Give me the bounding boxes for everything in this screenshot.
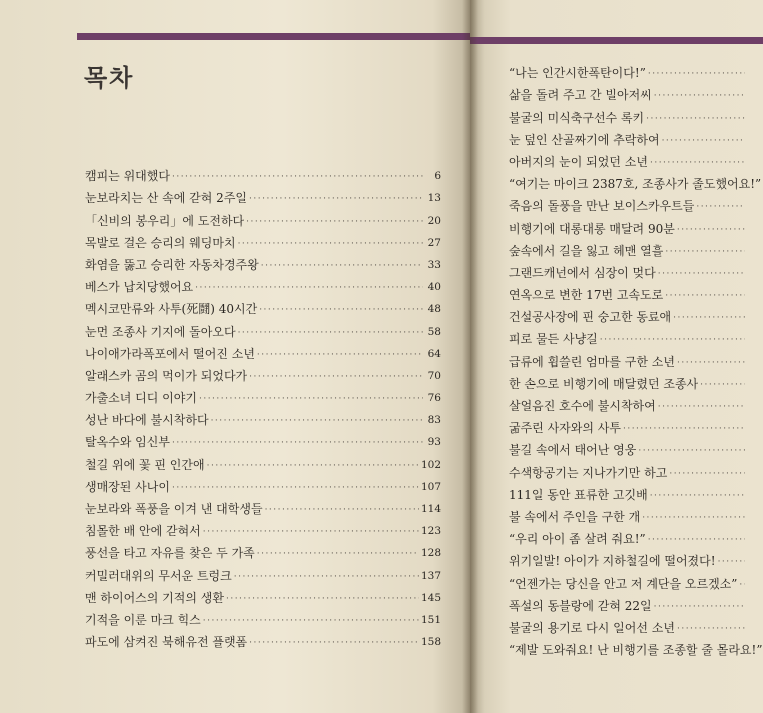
toc-entry xyxy=(509,102,763,124)
toc-entry xyxy=(509,169,763,191)
toc-entry xyxy=(509,258,763,280)
toc-entry xyxy=(85,583,441,605)
toc-entry-title: 기적을 이룬 마크 힉스 xyxy=(85,612,201,627)
toc-leader-dots xyxy=(246,216,423,228)
toc-entry xyxy=(509,191,763,213)
toc-entry-title: 철길 위에 꽃 핀 인간애 xyxy=(85,457,205,472)
toc-entry xyxy=(85,383,441,405)
toc-entry-title: 침몰한 배 안에 갇혀서 xyxy=(85,524,201,539)
toc-entry xyxy=(509,324,763,346)
toc-entry-title: 한 손으로 비행기에 매달렸던 조종사 xyxy=(509,376,699,391)
toc-entry xyxy=(85,294,441,316)
toc-entry xyxy=(509,58,763,80)
toc-entry xyxy=(509,546,763,568)
toc-entry-title: 베스가 납치당했어요 xyxy=(85,280,194,295)
toc-leader-dots xyxy=(257,548,419,560)
toc-leader-dots xyxy=(658,268,745,280)
toc-leader-dots xyxy=(669,468,745,480)
toc-leader-dots xyxy=(600,334,745,346)
toc-leader-dots xyxy=(658,401,745,413)
toc-leader-dots xyxy=(257,349,423,361)
toc-entry xyxy=(85,205,441,227)
toc-entry-title: 알래스카 곰의 먹이가 되었다가 xyxy=(85,368,248,383)
toc-entry xyxy=(85,183,441,205)
toc-leader-dots xyxy=(665,246,745,258)
toc-entry xyxy=(509,413,763,435)
toc-entry-page: 102 xyxy=(420,458,441,471)
toc-leader-dots xyxy=(172,437,423,449)
toc-leader-dots xyxy=(677,224,745,236)
toc-leader-dots xyxy=(642,512,745,524)
toc-entry-page: 114 xyxy=(420,503,441,515)
toc-entry-title: “언젠가는 당신을 안고 저 계단을 오르겠소” xyxy=(509,576,738,591)
toc-leader-dots xyxy=(623,423,745,435)
toc-leader-dots xyxy=(700,379,745,391)
toc-entry-title: 폭설의 동블랑에 갇혀 22일 xyxy=(509,598,652,613)
toc-entry xyxy=(509,591,763,613)
toc-leader-dots xyxy=(207,460,419,472)
toc-entry-title: 생매장된 사나이 xyxy=(85,479,170,494)
toc-leader-dots xyxy=(648,68,745,80)
toc-entry xyxy=(85,627,441,649)
toc-entry xyxy=(85,538,441,560)
toc-leader-dots xyxy=(249,371,423,383)
toc-entry-page: 107 xyxy=(420,480,441,493)
toc-leader-dots xyxy=(646,113,745,125)
toc-entry xyxy=(509,457,763,479)
toc-entry xyxy=(85,228,441,250)
toc-leader-dots xyxy=(226,593,419,605)
toc-entry-title: 성난 바다에 불시착하다 xyxy=(85,413,209,428)
toc-leader-dots xyxy=(696,201,745,213)
toc-leader-dots xyxy=(172,171,423,183)
toc-entry xyxy=(85,316,441,338)
toc-entry-title: 삶을 돌려 주고 간 빌아저씨 xyxy=(509,88,652,103)
toc-entry xyxy=(85,427,441,449)
toc-leader-dots xyxy=(648,534,745,546)
toc-entry xyxy=(509,435,763,457)
toc-entry xyxy=(509,524,763,546)
toc-entry xyxy=(85,250,441,272)
toc-leader-dots xyxy=(650,157,745,169)
toc-entry-page: 93 xyxy=(427,436,441,449)
toc-entry-title: 나이애가라폭포에서 떨어진 소년 xyxy=(85,346,255,361)
toc-entry-title: 연옥으로 변한 17번 고속도로 xyxy=(509,288,664,303)
toc-entry-title: 파도에 삼켜진 북해유전 플랫폼 xyxy=(85,635,248,650)
toc-entry-page: 13 xyxy=(427,192,441,205)
toc-entry-title: 그랜드캐넌에서 심장이 멎다 xyxy=(509,265,656,280)
toc-entry xyxy=(509,568,763,590)
toc-leader-dots xyxy=(238,238,423,250)
toc-entry xyxy=(509,613,763,635)
toc-entry xyxy=(85,161,441,183)
toc-entry-title: 살얼음진 호수에 불시착하여 xyxy=(509,399,656,413)
toc-leader-dots xyxy=(249,193,423,205)
toc-leader-dots xyxy=(739,579,745,591)
toc-leader-dots xyxy=(249,637,419,649)
toc-entry xyxy=(85,605,441,627)
toc-entry-title: 피로 물든 사냥길 xyxy=(509,332,598,347)
toc-entry-title: “우리 아이 좀 살려 줘요!” xyxy=(509,532,646,547)
toc-list-left xyxy=(85,161,441,649)
toc-entry-page: 58 xyxy=(427,325,441,338)
toc-entry-page: 27 xyxy=(427,236,441,249)
toc-entry xyxy=(85,472,441,494)
toc-entry xyxy=(509,302,763,324)
toc-entry-title: 수색항공기는 지나가기만 하고 xyxy=(509,465,668,480)
toc-entry-title: 캠피는 위대했다 xyxy=(85,169,170,184)
toc-entry-title: 커밀러대위의 무서운 트렁크 xyxy=(85,568,232,583)
toc-entry-title: “나는 인간시한폭탄이다!” xyxy=(509,66,646,81)
toc-entry-title: 탈옥수와 임신부 xyxy=(85,435,170,450)
toc-entry-page: 128 xyxy=(420,547,441,560)
toc-entry-title: 「신비의 봉우리」에 도전하다 xyxy=(85,213,245,228)
toc-entry xyxy=(509,280,763,302)
toc-entry-title: “여기는 마이크 2387호, 조종사가 졸도했어요!” xyxy=(509,177,762,192)
toc-entry-page: 158 xyxy=(420,636,441,649)
toc-leader-dots xyxy=(259,304,423,316)
toc-leader-dots xyxy=(203,615,419,627)
toc-entry xyxy=(509,369,763,391)
toc-entry-title: 죽음의 돌풍을 만난 보이스카우트들 xyxy=(509,199,695,214)
toc-entry-title: 굶주린 사자와의 사투 xyxy=(509,421,621,436)
toc-entry xyxy=(509,346,763,368)
toc-list-right xyxy=(509,58,763,657)
book-gutter xyxy=(462,0,478,713)
toc-leader-dots xyxy=(677,357,745,369)
toc-entry-title: 111일 동안 표류한 고깃배 xyxy=(509,487,648,502)
toc-entry xyxy=(85,449,441,471)
toc-leader-dots xyxy=(172,482,419,494)
toc-entry xyxy=(509,80,763,102)
toc-leader-dots xyxy=(203,526,419,538)
toc-entry-title: 눈먼 조종사 기지에 돌아오다 xyxy=(85,324,236,339)
toc-entry xyxy=(509,635,763,657)
toc-entry-title: 가출소녀 디디 이야기 xyxy=(85,391,197,406)
right-page xyxy=(470,0,763,713)
toc-entry xyxy=(509,236,763,258)
toc-leader-dots xyxy=(265,504,419,516)
toc-entry-title: 건설공사장에 핀 숭고한 동료애 xyxy=(509,310,672,325)
toc-entry-title: 풍선을 타고 자유를 찾은 두 가족 xyxy=(85,546,255,561)
toc-leader-dots xyxy=(234,571,419,583)
toc-entry-title: 숲속에서 길을 잃고 헤맨 열흘 xyxy=(509,243,664,258)
toc-leader-dots xyxy=(662,135,745,147)
toc-entry-page: 76 xyxy=(427,392,441,405)
toc-entry xyxy=(85,361,441,383)
toc-entry-title: 불길 속에서 태어난 영웅 xyxy=(509,443,637,458)
toc-entry-title: 급류에 휩쓸린 엄마를 구한 소년 xyxy=(509,354,675,369)
toc-leader-dots xyxy=(195,282,423,294)
toc-entry-title: 맨 하이어스의 기적의 생환 xyxy=(85,590,224,605)
toc-entry xyxy=(509,147,763,169)
toc-entry xyxy=(85,272,441,294)
toc-entry-title: 멕시코만류와 사투(死鬪) 40시간 xyxy=(85,302,258,317)
toc-leader-dots xyxy=(718,556,745,568)
toc-leader-dots xyxy=(654,601,745,613)
toc-entry-title: 불굴의 용기로 다시 일어선 소년 xyxy=(509,620,675,635)
toc-leader-dots xyxy=(238,327,423,339)
header-bar xyxy=(77,33,470,40)
toc-leader-dots xyxy=(650,490,745,502)
toc-leader-dots xyxy=(638,445,745,457)
header-bar xyxy=(470,37,763,44)
toc-leader-dots xyxy=(677,623,745,635)
toc-entry-page: 123 xyxy=(420,525,441,538)
toc-entry xyxy=(509,480,763,502)
toc-entry-title: 비행기에 대롱대롱 매달려 90분 xyxy=(509,221,675,236)
toc-entry-page: 33 xyxy=(427,258,441,271)
toc-entry xyxy=(85,516,441,538)
toc-leader-dots xyxy=(654,90,745,102)
toc-entry-title: “제발 도와줘요! 난 비행기를 조종할 줄 몰라요!” xyxy=(509,643,763,658)
toc-leader-dots xyxy=(665,290,745,302)
toc-entry-title: 아버지의 눈이 되었던 소년 xyxy=(509,154,648,169)
toc-entry xyxy=(509,391,763,413)
toc-entry-title: 위기일발! 아이가 지하철길에 떨어졌다! xyxy=(509,554,716,569)
toc-entry-page: 83 xyxy=(427,414,441,427)
toc-entry-title: 눈보라와 폭풍을 이겨 낸 대학생들 xyxy=(85,502,263,516)
toc-entry xyxy=(509,125,763,147)
toc-entry-page: 40 xyxy=(427,281,441,294)
toc-entry xyxy=(85,560,441,582)
toc-entry-title: 불 속에서 주인을 구한 개 xyxy=(509,509,641,524)
toc-entry-page: 70 xyxy=(427,369,441,382)
toc-entry-title: 불굴의 미식축구선수 록키 xyxy=(509,110,645,125)
toc-entry xyxy=(509,502,763,524)
toc-entry-title: 목발로 걸은 승리의 웨딩마치 xyxy=(85,235,236,250)
toc-entry-title: 눈보라치는 산 속에 갇혀 2주일 xyxy=(85,191,247,206)
toc-leader-dots xyxy=(673,312,745,324)
toc-entry-page: 145 xyxy=(420,591,441,604)
toc-entry-page: 137 xyxy=(420,569,441,582)
toc-entry-page: 64 xyxy=(427,347,441,360)
toc-entry xyxy=(85,494,441,516)
toc-entry-title: 화염을 뚫고 승리한 자동차경주왕 xyxy=(85,257,259,272)
toc-leader-dots xyxy=(199,393,423,405)
toc-entry xyxy=(509,213,763,235)
toc-entry-page: 20 xyxy=(427,214,441,227)
toc-entry-page: 6 xyxy=(434,170,441,183)
toc-entry-page: 48 xyxy=(427,303,441,316)
toc-entry-title: 눈 덮인 산골짜기에 추락하여 xyxy=(509,132,660,147)
toc-entry-page: 151 xyxy=(420,613,441,626)
toc-leader-dots xyxy=(261,260,423,272)
toc-entry xyxy=(85,405,441,427)
toc-heading: 목차 xyxy=(84,64,135,92)
toc-entry xyxy=(85,339,441,361)
toc-leader-dots xyxy=(211,415,423,427)
